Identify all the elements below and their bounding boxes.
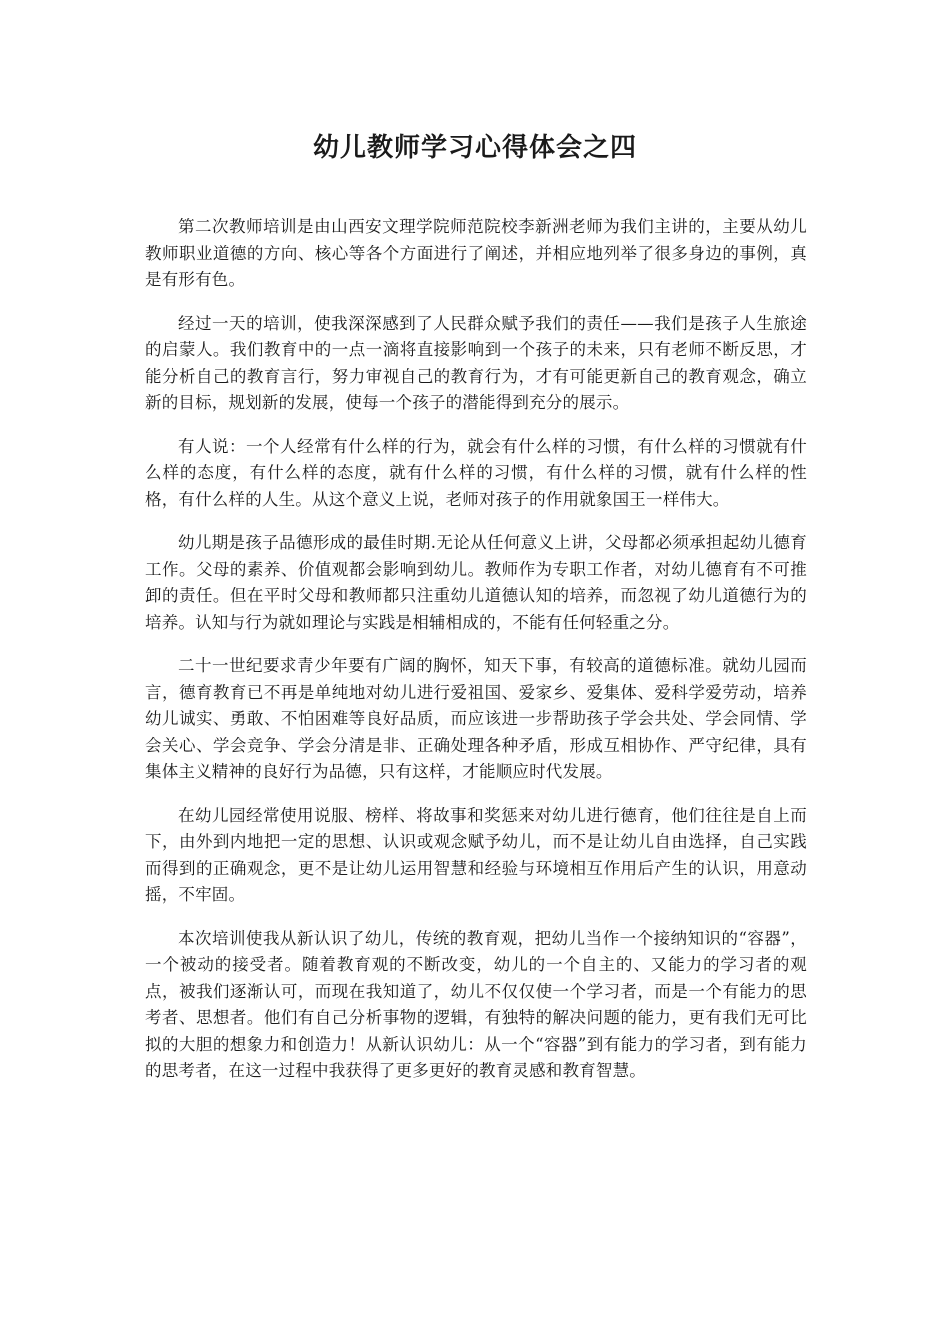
paragraph-7: 本次培训使我从新认识了幼儿，传统的教育观，把幼儿当作一个接纳知识的“容器”，一个被动的接受者。随着教育观的不断改变，幼儿的一个自主的、又能力的学习者的观点，被我们逐渐认可，而现在我知道了，幼儿不仅仅使一个学习者，而是一个有能力的思考者、思想者。他们有自己分析事物的逻辑，有独特的解决问题的能力，更有我们无可比拟的大胆的想象力和创造力！从新认识幼儿：从一个“容器”到有能力的学习者，到有能力的思考者，在这一过程中我获得了更多更好的教育灵感和教育智慧。 <box>145 928 807 1080</box>
paragraph-6: 在幼儿园经常使用说服、榜样、将故事和奖惩来对幼儿进行德育，他们往往是自上而下，由外到内地把一定的思想、认识或观念赋予幼儿，而不是让幼儿自由选择，自己实践而得到的正确观念，更不是让幼儿运用智慧和经验与环境相互作用后产生的认识，用意动摇，不牢固。 <box>145 805 807 904</box>
paragraph-1: 第二次教师培训是由山西安文理学院师范院校李新洲老师为我们主讲的，主要从幼儿教师职业道德的方向、核心等各个方面进行了阐述，并相应地列举了很多身边的事例，真是有形有色。 <box>145 217 807 289</box>
paragraph-2: 经过一天的培训，使我深深感到了人民群众赋予我们的责任——我们是孩子人生旅途的启蒙人。我们教育中的一点一滴将直接影响到一个孩子的未来，只有老师不断反思，才能分析自己的教育言行，努力审视自己的教育行为，才有可能更新自己的教育观念，确立新的目标，规划新的发展，使每一个孩子的潜能得到充分的展示。 <box>145 313 807 412</box>
paragraph-5: 二十一世纪要求青少年要有广阔的胸怀，知天下事，有较高的道德标准。就幼儿园而言，德育教育已不再是单纯地对幼儿进行爱祖国、爱家乡、爱集体、爱科学爱劳动，培养幼儿诚实、勇敢、不怕困难等良好品质，而应该进一步帮助孩子学会共处、学会同情、学会关心、学会竞争、学会分清是非、正确处理各种矛盾，形成互相协作、严守纪律，具有集体主义精神的良好行为品德，只有这样，才能顺应时代发展。 <box>145 656 807 781</box>
document-title: 幼儿教师学习心得体会之四 <box>312 133 637 163</box>
paragraph-3: 有人说：一个人经常有什么样的行为，就会有什么样的习惯，有什么样的习惯就有什么样的态度，有什么样的态度，就有什么样的习惯，有什么样的习惯，就有什么样的性格，有什么样的人生。从这个意义上说，老师对孩子的作用就象国王一样伟大。 <box>145 436 807 509</box>
document-body <box>145 214 807 1102</box>
paragraph-4: 幼儿期是孩子品德形成的最佳时期.无论从任何意义上讲，父母都必须承担起幼儿德育工作。父母的素养、价值观都会影响到幼儿。教师作为专职工作者，对幼儿德育有不可推卸的责任。但在平时父母和教师都只注重幼儿道德认知的培养，而忽视了幼儿道德行为的培养。认知与行为就如理论与实践是相辅相成的，不能有任何轻重之分。 <box>145 533 807 632</box>
